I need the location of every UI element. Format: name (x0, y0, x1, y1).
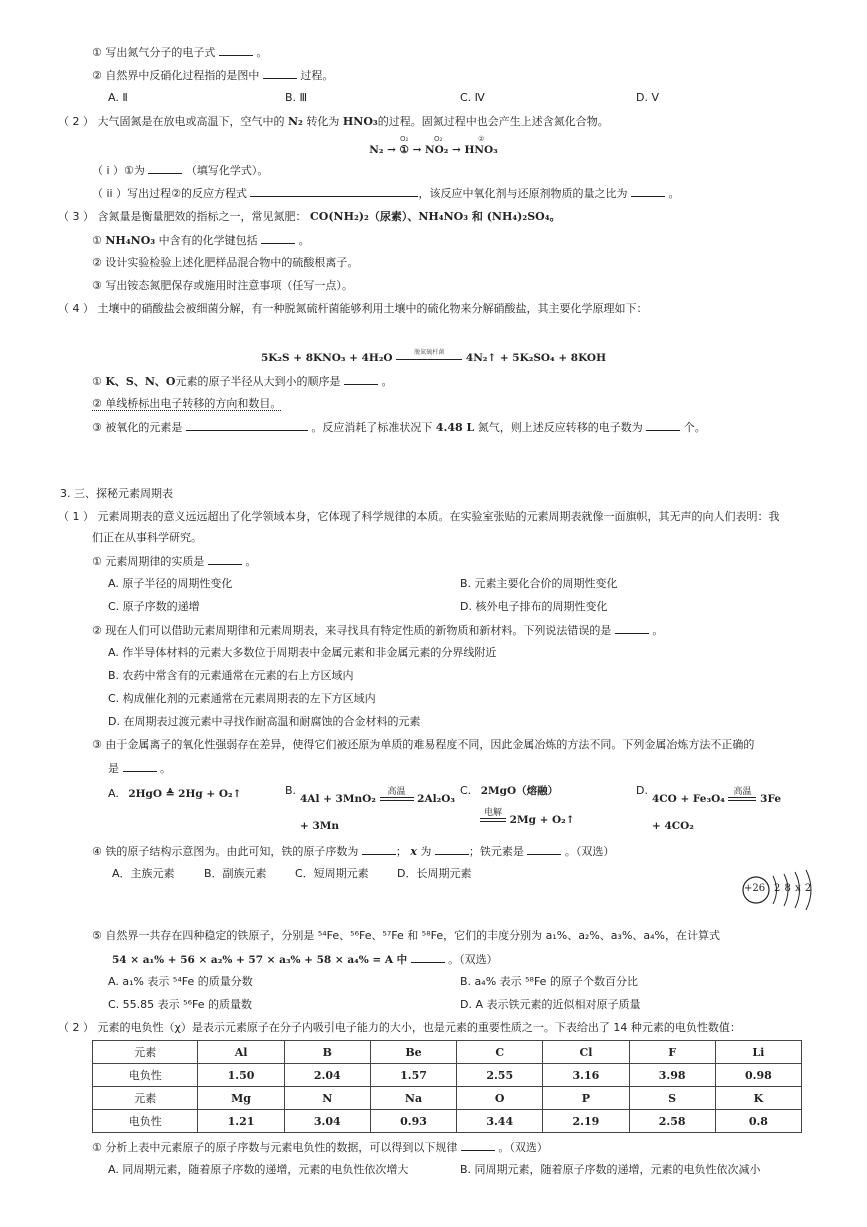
q3-item1: ① NH₄NO₃ 中含有的化学键包括 。 (92, 234, 310, 247)
s3-q3-option-c-formula: 电解 2Mg + O₂↑ (480, 812, 575, 828)
answer-blank[interactable] (615, 622, 649, 634)
q3-item3: ③ 写出铵态氮肥保存或施用时注意事项（任写一点）。 (92, 279, 353, 292)
reaction-arrow: 电解 (480, 815, 506, 825)
s3-q1-option-b[interactable]: B. 元素主要化合价的周期性变化 (460, 577, 618, 590)
s3-q4-option-c[interactable]: C．短周期元素 (295, 867, 369, 880)
q1-item2: ② 自然界中反硝化过程指的是图中 过程。 (92, 69, 334, 82)
answer-blank[interactable] (148, 162, 182, 174)
q2-heading: （ 2 ） 大气固氮是在放电或高温下，空气中的 N₂ 转化为 HNO₃的过程。固氮过程中也会产生上述含氮化合物。 (58, 115, 609, 128)
table-row: 元素 Mg N Na O P S K (93, 1087, 802, 1110)
s3-q4: ④ 铁的原子结构示意图为。由此可知，铁的原子序数为 ； x 为 ；铁元素是 。（双选） (92, 845, 615, 858)
q3-item2: ② 设计实验检验上述化肥样品混合物中的硫酸根离子。 (92, 256, 359, 269)
s3-q3-option-b-formula-cont: + 3Mn (300, 820, 340, 832)
s3-q4-option-b[interactable]: B．副族元素 (204, 867, 267, 880)
answer-blank[interactable] (435, 843, 469, 855)
s3-q1: ① 元素周期律的实质是 。 (92, 555, 257, 568)
s3-q3-option-d-label[interactable]: D. (636, 784, 648, 797)
answer-blank[interactable] (261, 232, 295, 244)
s3-q2-option-c[interactable]: C. 构成催化剂的元素通常在元素周期表的左下方区域内 (108, 692, 376, 705)
q2-item-ii: （ ii ）写出过程②的反应方程式 ，该反应中氧化剂与还原剂物质的量之比为 。 (92, 187, 680, 200)
reaction-arrow: 高温 (728, 794, 756, 804)
q4-heading: （ 4 ） 土壤中的硝酸盐会被细菌分解，有一种脱氮硫杆菌能够利用土壤中的硫化物来分解硝酸盐，其主要化学原理如下： (58, 302, 648, 315)
reaction-arrow: 高温 (380, 794, 414, 804)
answer-blank[interactable] (208, 553, 242, 565)
s3-q5-option-c[interactable]: C. 55.85 表示 ⁵⁶Fe 的质量数 (108, 998, 252, 1011)
s3-q2-option-b[interactable]: B. 农药中常含有的元素通常在元素的右上方区域内 (108, 669, 354, 682)
atom-nucleus: +26 (744, 883, 766, 894)
q1-option-a[interactable]: A. Ⅱ (108, 91, 128, 104)
s3-q4-option-d[interactable]: D．长周期元素 (397, 867, 472, 880)
q4-equation: 5K₂S + 8KNO₃ + 4H₂O 脱氮硫杆菌 4N₂↑ + 5K₂SO₄ + 8KOH (261, 349, 606, 364)
q1-option-d[interactable]: D. Ⅴ (636, 91, 659, 104)
s3-q5-line1: ⑤ 自然界一共存在四种稳定的铁原子，分别是 ⁵⁴Fe、⁵⁶Fe、⁵⁷Fe 和 ⁵⁸Fe，它们的丰度分别为 a₁%、a₂%、a₃%、a₄%，在计算式 (92, 929, 721, 942)
s3-q3-option-b-label[interactable]: B. (285, 784, 297, 797)
q2-item-i: （ i ）①为 （填写化学式）。 (92, 164, 269, 177)
s3-q5-option-b[interactable]: B. a₄% 表示 ⁵⁸Fe 的原子个数百分比 (460, 975, 638, 988)
s3-q5-line2: 54 × a₁% + 56 × a₂% + 57 × a₃% + 58 × a₄% = A 中 。（双选） (112, 953, 498, 966)
s3-q1-option-d[interactable]: D. 核外电子排布的周期性变化 (460, 600, 608, 613)
q4-item2: ② 单线桥标出电子转移的方向和数目。 (92, 397, 282, 410)
s3-t1: ① 分析上表中元素原子的原子序数与元素电负性的数据，可以得到以下规律 。（双选） (92, 1141, 548, 1154)
table-row: 电负性 1.21 3.04 0.93 3.44 2.19 2.58 0.8 (93, 1110, 802, 1133)
answer-blank[interactable] (646, 419, 680, 431)
q2-equation-labels: O₂ O₂ ② (400, 135, 485, 143)
answer-blank[interactable] (186, 419, 308, 431)
q3-heading: （ 3 ） 含氮量是衡量肥效的指标之一，常见氮肥： CO(NH₂)₂（尿素）、NH₄NO₃ 和 (NH₄)₂SO₄。 (58, 210, 561, 223)
s3-q2-option-d[interactable]: D. 在周期表过渡元素中寻找作耐高温和耐腐蚀的合金材料的元素 (108, 715, 421, 728)
s3-t1-option-a[interactable]: A. 同周期元素，随着原子序数的递增，元素的电负性依次增大 (108, 1163, 409, 1176)
answer-blank[interactable] (123, 760, 157, 772)
answer-blank[interactable] (344, 373, 378, 385)
atom-shells: 2 8 x 2 (774, 883, 812, 894)
s3-q3-option-d-formula-cont: + 4CO₂ (652, 820, 694, 832)
answer-blank[interactable] (250, 185, 418, 197)
s3-q1-option-c[interactable]: C. 原子序数的递增 (108, 600, 200, 613)
s3-q3-option-d-formula: 4CO + Fe₃O₄ 高温 3Fe (652, 787, 782, 805)
reaction-arrow: 脱氮硫杆菌 (396, 353, 462, 363)
q1-item1: ① 写出氮气分子的电子式 。 (92, 46, 268, 59)
iron-atom-diagram (740, 868, 820, 912)
s3-q5-option-d[interactable]: D. A 表示铁元素的近似相对原子质量 (460, 998, 641, 1011)
answer-blank[interactable] (461, 1139, 495, 1151)
s3-q1-option-a[interactable]: A. 原子半径的周期性变化 (108, 577, 233, 590)
answer-blank[interactable] (362, 843, 396, 855)
q2-equation: N₂ → ① → NO₂ → HNO₃ (369, 144, 498, 156)
s3-p1-line2: 们正在从事科学研究。 (92, 531, 202, 544)
s3-q4-option-a[interactable]: A．主族元素 (112, 867, 175, 880)
answer-blank[interactable] (263, 67, 297, 79)
answer-blank[interactable] (631, 185, 665, 197)
answer-blank[interactable] (219, 44, 253, 56)
s3-t1-option-b[interactable]: B. 同周期元素，随着原子序数的递增，元素的电负性依次减小 (460, 1163, 761, 1176)
s3-q5-option-a[interactable]: A. a₁% 表示 ⁵⁴Fe 的质量分数 (108, 975, 253, 988)
electronegativity-table (92, 1040, 802, 1133)
section-title: 3. 三、探秘元素周期表 (60, 487, 173, 500)
s3-q3-option-b-formula: 4Al + 3MnO₂ 高温 2Al₂O₃ (300, 787, 455, 805)
q4-item1: ① K、S、N、O元素的原子半径从大到小的顺序是 。 (92, 375, 393, 388)
answer-blank[interactable] (411, 951, 445, 963)
q1-option-c[interactable]: C. Ⅳ (460, 91, 485, 104)
q1-option-b[interactable]: B. Ⅲ (285, 91, 308, 104)
s3-p2: （ 2 ） 元素的电负性（χ）是表示元素原子在分子内吸引电子能力的大小，也是元素的重要性质之一。下表给出了 14 种元素的电负性数值： (58, 1021, 741, 1034)
s3-q2: ② 现在人们可以借助元素周期律和元素周期表，来寻找具有特定性质的新物质和新材料。下列说法错误的是 。 (92, 624, 664, 637)
s3-q3-option-c[interactable]: C. 2MgO（熔融） (460, 784, 559, 797)
s3-q3-line2: 是 。 (108, 762, 171, 775)
s3-q3-line1: ③ 由于金属离子的氧化性强弱存在差异，使得它们被还原为单质的难易程度不同，因此金属冶炼的方法不同。下列金属冶炼方法不正确的 (92, 738, 755, 751)
s3-p1-line1: （ 1 ） 元素周期表的意义远远超出了化学领域本身，它体现了科学规律的本质。在实验室张贴的元素周期表就像一面旗帜，其无声的向人们表明：我 (58, 510, 780, 523)
table-row: 元素 Al B Be C Cl F Li (93, 1041, 802, 1064)
s3-q3-option-a[interactable]: A. 2HgO ≜ 2Hg + O₂↑ (108, 787, 242, 800)
q4-item3: ③ 被氧化的元素是 。反应消耗了标准状况下 4.48 L 氮气，则上述反应转移的电子数为 个。 (92, 421, 706, 434)
s3-q2-option-a[interactable]: A. 作半导体材料的元素大多数位于周期表中金属元素和非金属元素的分界线附近 (108, 646, 497, 659)
table-row: 电负性 1.50 2.04 1.57 2.55 3.16 3.98 0.98 (93, 1064, 802, 1087)
answer-blank[interactable] (527, 843, 561, 855)
